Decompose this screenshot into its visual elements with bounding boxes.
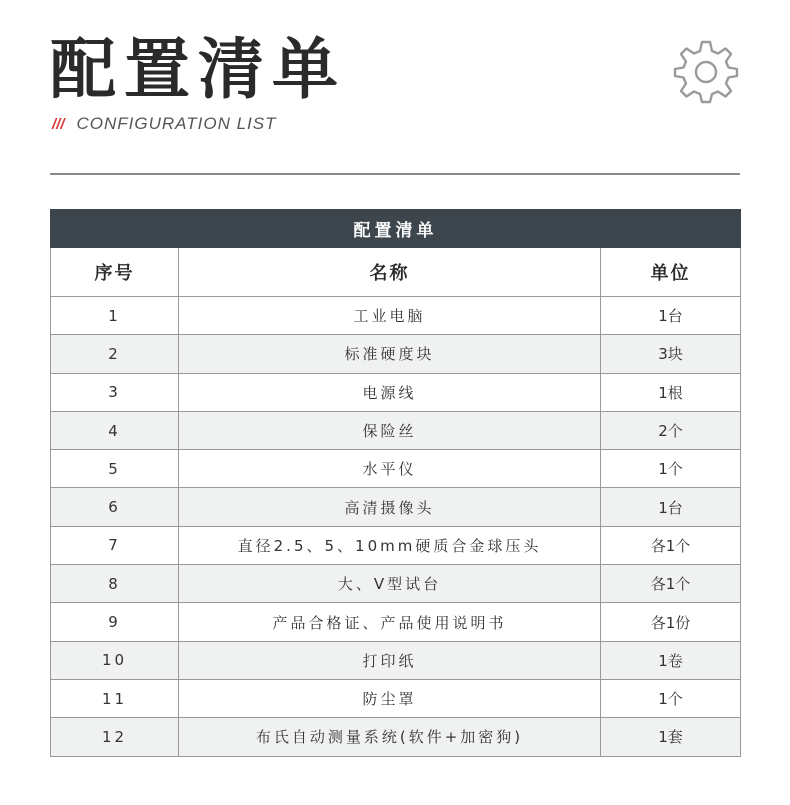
cell-no: 5 [51,450,179,488]
cell-unit: 1根 [601,373,741,411]
table-row [51,297,741,335]
config-table [50,209,741,757]
cell-no: 2 [51,335,179,373]
cell-no: 3 [51,373,179,411]
cell-name: 保险丝 [179,411,601,449]
table-title: 配置清单 [51,210,741,248]
cell-name: 标准硬度块 [179,335,601,373]
table-row [51,373,741,411]
table-row [51,603,741,641]
table-row [51,450,741,488]
column-header-unit: 单位 [601,248,741,297]
table-body [51,297,741,757]
cell-name: 工业电脑 [179,297,601,335]
cell-unit: 3块 [601,335,741,373]
table-row [51,526,741,564]
cell-no: 4 [51,411,179,449]
cell-unit: 1个 [601,450,741,488]
cell-no: 10 [51,641,179,679]
cell-unit: 1套 [601,718,741,756]
cell-unit: 各1个 [601,565,741,603]
cell-no: 7 [51,526,179,564]
cell-name: 打印纸 [179,641,601,679]
table-row [51,565,741,603]
cell-unit: 2个 [601,411,741,449]
subtitle-row [52,114,277,134]
cell-unit: 1个 [601,679,741,717]
table-row [51,641,741,679]
cell-unit: 各1个 [601,526,741,564]
header-divider [50,173,740,175]
cell-name: 产品合格证、产品使用说明书 [179,603,601,641]
cell-no: 9 [51,603,179,641]
cell-unit: 1卷 [601,641,741,679]
column-header-name: 名称 [179,248,601,297]
table-row [51,679,741,717]
page-title: 配置清单 [50,31,346,108]
gear-icon [672,38,740,106]
cell-unit: 各1份 [601,603,741,641]
table-row [51,488,741,526]
cell-no: 6 [51,488,179,526]
table-row [51,718,741,756]
table-row [51,335,741,373]
cell-no: 11 [51,679,179,717]
cell-unit: 1台 [601,297,741,335]
cell-name: 水平仪 [179,450,601,488]
cell-name: 电源线 [179,373,601,411]
subtitle-marks: /// [52,115,65,133]
cell-name: 高清摄像头 [179,488,601,526]
table-row [51,411,741,449]
cell-name: 直径2.5、5、10mm硬质合金球压头 [179,526,601,564]
cell-no: 8 [51,565,179,603]
page-subtitle: CONFIGURATION LIST [76,114,277,133]
cell-no: 12 [51,718,179,756]
column-header-no: 序号 [51,248,179,297]
cell-unit: 1台 [601,488,741,526]
cell-no: 1 [51,297,179,335]
cell-name: 防尘罩 [179,679,601,717]
cell-name: 布氏自动测量系统(软件+加密狗) [179,718,601,756]
page-header [50,30,740,140]
cell-name: 大、V型试台 [179,565,601,603]
